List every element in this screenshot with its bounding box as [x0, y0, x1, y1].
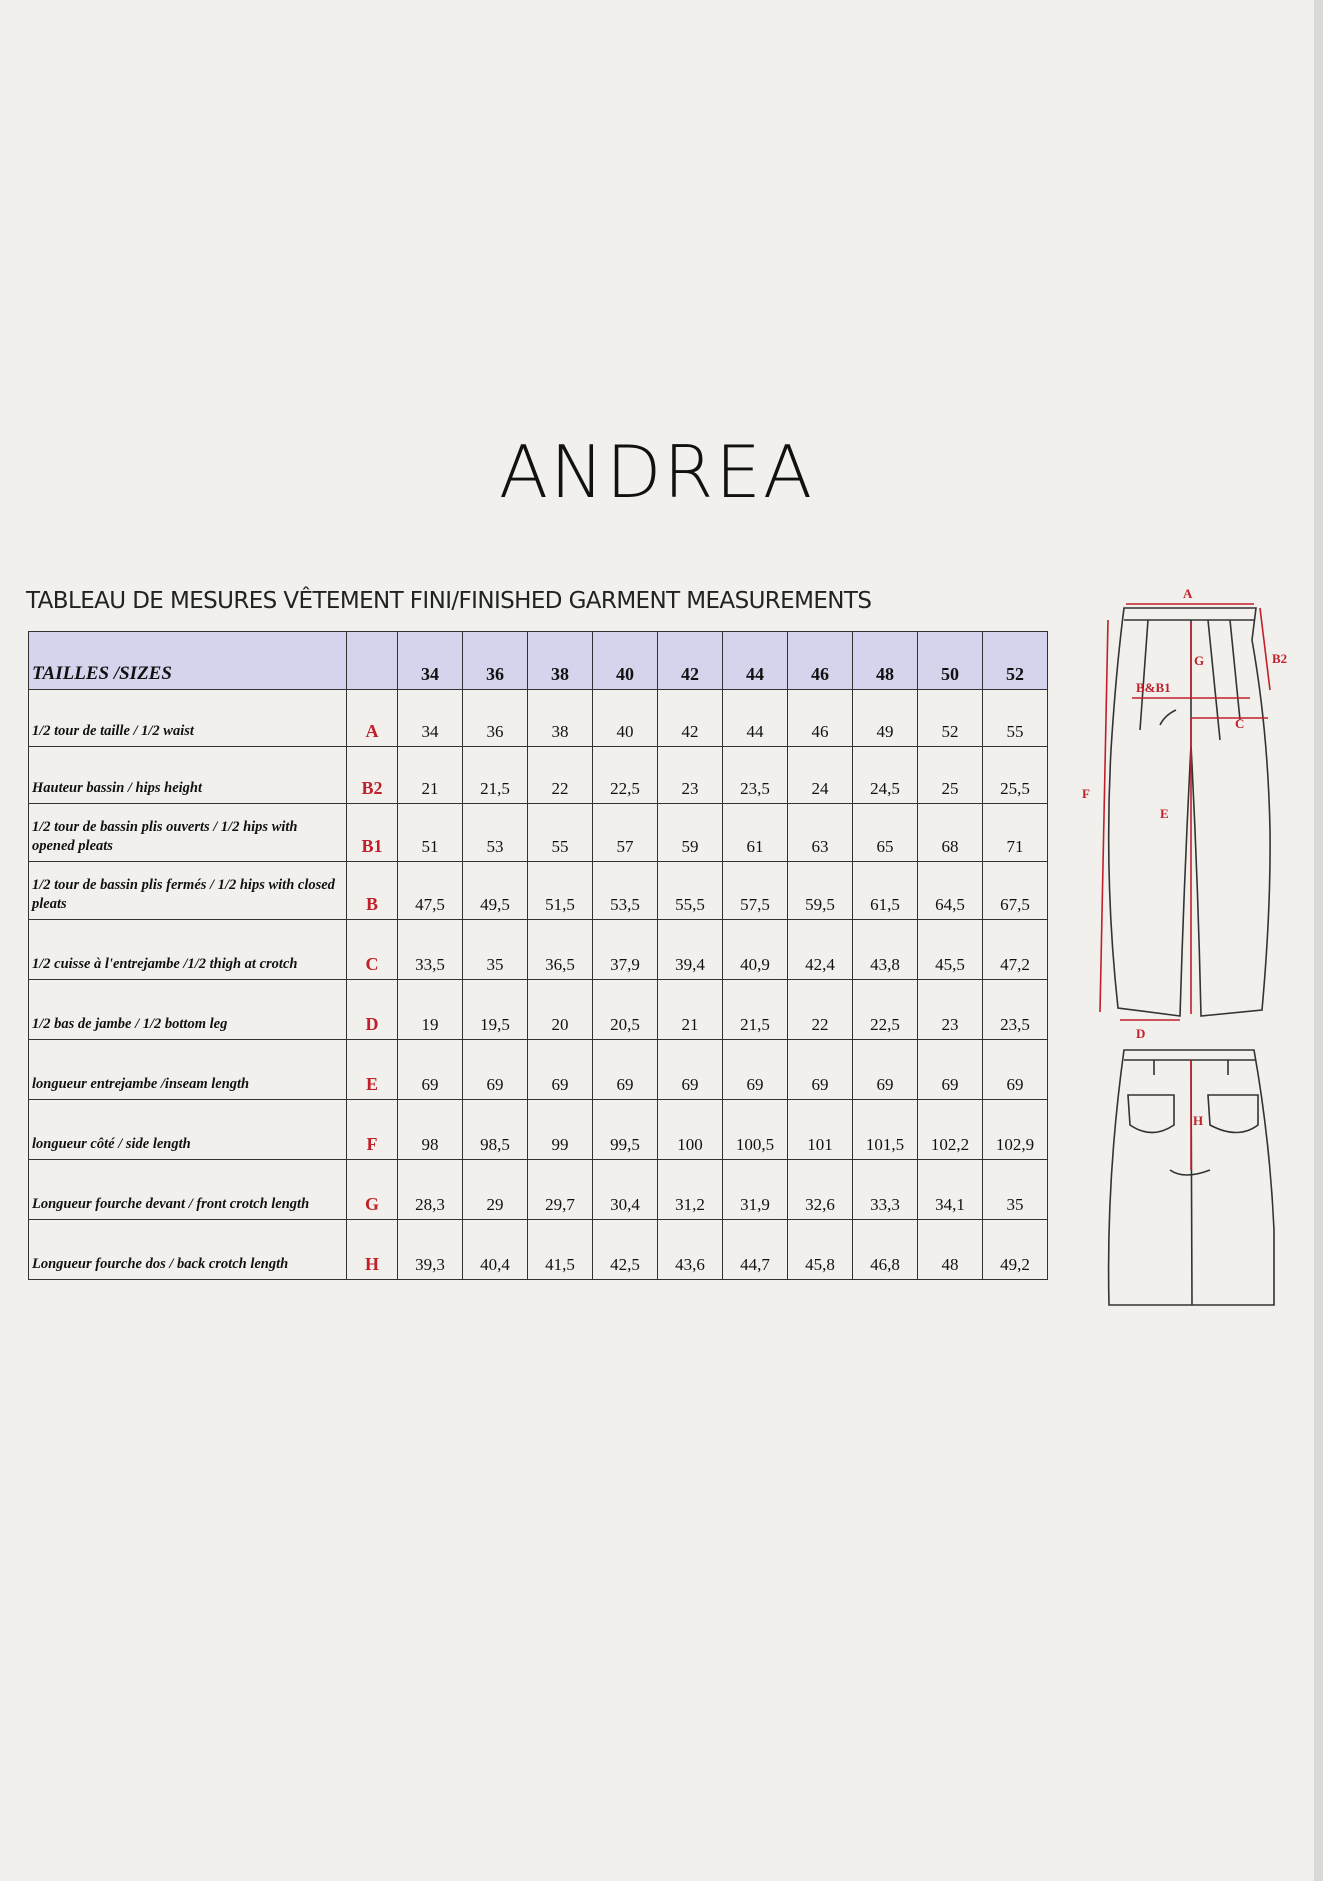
measurement-value: 67,5: [983, 862, 1048, 920]
measurements-table: [28, 631, 1048, 1280]
page-title: ANDREA: [498, 430, 815, 514]
measurement-value: 30,4: [593, 1160, 658, 1220]
front-trouser-outline: [1109, 608, 1270, 1016]
measurement-value: 22,5: [593, 747, 658, 804]
measurement-value: 21,5: [463, 747, 528, 804]
measurement-value: 55,5: [658, 862, 723, 920]
diagram-label-g: G: [1194, 653, 1205, 668]
page-edge: [1314, 0, 1323, 1881]
measurement-value: 22,5: [853, 980, 918, 1040]
measurement-value: 40,4: [463, 1220, 528, 1280]
diagram-label-a: A: [1183, 586, 1193, 601]
measurement-value: 64,5: [918, 862, 983, 920]
measurement-value: 33,3: [853, 1160, 918, 1220]
measurement-value: 34,1: [918, 1160, 983, 1220]
measurement-value: 32,6: [788, 1160, 853, 1220]
measurement-value: 48: [918, 1220, 983, 1280]
measurement-label: longueur entrejambe /inseam length: [29, 1040, 347, 1100]
measurement-value: 39,3: [398, 1220, 463, 1280]
table-row: [29, 980, 1048, 1040]
diagram-label-e: E: [1160, 806, 1169, 821]
measurement-label: 1/2 tour de bassin plis fermés / 1/2 hips with closed pleats: [29, 862, 347, 920]
measurement-code: E: [347, 1040, 398, 1100]
measurement-value: 68: [918, 804, 983, 862]
diagram-label-c: C: [1235, 716, 1245, 731]
measurement-value: 21: [658, 980, 723, 1040]
measurement-value: 69: [983, 1040, 1048, 1100]
table-subtitle: TABLEAU DE MESURES VÊTEMENT FINI/FINISHED GARMENT MEASUREMENTS: [26, 588, 872, 614]
measurement-value: 31,9: [723, 1160, 788, 1220]
size-header: 42: [658, 632, 723, 690]
measurement-value: 34: [398, 690, 463, 747]
measurement-value: 47,5: [398, 862, 463, 920]
measurement-label: 1/2 tour de bassin plis ouverts / 1/2 hips with opened pleats: [29, 804, 347, 862]
table-row: [29, 862, 1048, 920]
measurement-value: 23,5: [983, 980, 1048, 1040]
measurement-label: Longueur fourche dos / back crotch length: [29, 1220, 347, 1280]
measurement-code: A: [347, 690, 398, 747]
measurement-value: 69: [918, 1040, 983, 1100]
size-header: 46: [788, 632, 853, 690]
measurement-value: 102,9: [983, 1100, 1048, 1160]
measurement-value: 51,5: [528, 862, 593, 920]
measurement-code: B2: [347, 747, 398, 804]
diagram-label-b2: B2: [1272, 651, 1288, 666]
measurement-value: 69: [528, 1040, 593, 1100]
measurement-value: 59,5: [788, 862, 853, 920]
measurement-value: 59: [658, 804, 723, 862]
measurement-value: 23: [658, 747, 723, 804]
table-row: [29, 747, 1048, 804]
measurement-value: 45,8: [788, 1220, 853, 1280]
measurement-value: 65: [853, 804, 918, 862]
measurement-value: 100,5: [723, 1100, 788, 1160]
measurement-value: 51: [398, 804, 463, 862]
measurement-value: 31,2: [658, 1160, 723, 1220]
measurement-value: 49,5: [463, 862, 528, 920]
measurement-value: 35: [983, 1160, 1048, 1220]
diagram-label-b-b1: B&B1: [1136, 680, 1171, 695]
measurement-value: 69: [398, 1040, 463, 1100]
measurement-code: B: [347, 862, 398, 920]
measurement-value: 43,8: [853, 920, 918, 980]
measurement-value: 44,7: [723, 1220, 788, 1280]
measurement-value: 53: [463, 804, 528, 862]
measurement-value: 20: [528, 980, 593, 1040]
measurement-value: 41,5: [528, 1220, 593, 1280]
measurement-code: B1: [347, 804, 398, 862]
measurement-value: 24,5: [853, 747, 918, 804]
size-header: 40: [593, 632, 658, 690]
measurement-value: 39,4: [658, 920, 723, 980]
measurement-code: G: [347, 1160, 398, 1220]
measurement-value: 37,9: [593, 920, 658, 980]
table-row: [29, 920, 1048, 980]
measurement-label: 1/2 bas de jambe / 1/2 bottom leg: [29, 980, 347, 1040]
measurement-value: 49,2: [983, 1220, 1048, 1280]
measurement-label: longueur côté / side length: [29, 1100, 347, 1160]
measurement-value: 33,5: [398, 920, 463, 980]
measurement-value: 47,2: [983, 920, 1048, 980]
measurement-value: 25: [918, 747, 983, 804]
measurement-value: 69: [788, 1040, 853, 1100]
measurement-value: 46: [788, 690, 853, 747]
measurement-value: 102,2: [918, 1100, 983, 1160]
measurement-value: 57: [593, 804, 658, 862]
measurement-value: 36,5: [528, 920, 593, 980]
measurement-value: 42: [658, 690, 723, 747]
measurement-value: 40: [593, 690, 658, 747]
measurement-value: 40,9: [723, 920, 788, 980]
measurement-value: 57,5: [723, 862, 788, 920]
measurement-value: 24: [788, 747, 853, 804]
measurement-value: 98,5: [463, 1100, 528, 1160]
measurement-value: 69: [593, 1040, 658, 1100]
measurement-value: 35: [463, 920, 528, 980]
table-header-row: [29, 632, 1048, 690]
measurement-label: 1/2 cuisse à l'entrejambe /1/2 thigh at crotch: [29, 920, 347, 980]
measurement-value: 55: [983, 690, 1048, 747]
measurement-value: 101,5: [853, 1100, 918, 1160]
table-body: [29, 690, 1048, 1280]
measurement-value: 29: [463, 1160, 528, 1220]
table-row: [29, 690, 1048, 747]
size-header: 34: [398, 632, 463, 690]
measurement-value: 61: [723, 804, 788, 862]
table-row: [29, 1040, 1048, 1100]
measurement-value: 69: [853, 1040, 918, 1100]
table-row: [29, 804, 1048, 862]
measurement-value: 69: [463, 1040, 528, 1100]
measurement-value: 53,5: [593, 862, 658, 920]
measurement-value: 21,5: [723, 980, 788, 1040]
measurement-value: 21: [398, 747, 463, 804]
measurement-value: 36: [463, 690, 528, 747]
measurement-value: 101: [788, 1100, 853, 1160]
measurement-value: 43,6: [658, 1220, 723, 1280]
measurement-code: H: [347, 1220, 398, 1280]
measurement-value: 23,5: [723, 747, 788, 804]
code-header: [347, 632, 398, 690]
diagram-label-h: H: [1193, 1113, 1204, 1128]
measurement-value: 42,4: [788, 920, 853, 980]
sizes-header: TAILLES /SIZES: [29, 632, 347, 690]
measurement-code: D: [347, 980, 398, 1040]
measurement-value: 28,3: [398, 1160, 463, 1220]
measurement-value: 23: [918, 980, 983, 1040]
back-pocket-left: [1128, 1095, 1174, 1133]
measurement-value: 25,5: [983, 747, 1048, 804]
diagram-label-f: F: [1082, 786, 1090, 801]
size-header: 44: [723, 632, 788, 690]
size-header: 50: [918, 632, 983, 690]
diagram-label-d: D: [1136, 1026, 1146, 1041]
table-row: [29, 1160, 1048, 1220]
measurement-value: 63: [788, 804, 853, 862]
measurement-value: 55: [528, 804, 593, 862]
size-header: 36: [463, 632, 528, 690]
measurement-value: 52: [918, 690, 983, 747]
measurement-code: C: [347, 920, 398, 980]
measurement-code: F: [347, 1100, 398, 1160]
measurement-value: 20,5: [593, 980, 658, 1040]
measurement-value: 100: [658, 1100, 723, 1160]
measurement-label: 1/2 tour de taille / 1/2 waist: [29, 690, 347, 747]
size-header: 38: [528, 632, 593, 690]
measurement-label: Hauteur bassin / hips height: [29, 747, 347, 804]
size-header: 52: [983, 632, 1048, 690]
measurement-value: 22: [528, 747, 593, 804]
trouser-diagram: [1080, 580, 1300, 1310]
measurement-value: 69: [723, 1040, 788, 1100]
back-pocket-right: [1208, 1095, 1258, 1133]
measurement-value: 49: [853, 690, 918, 747]
measurement-value: 44: [723, 690, 788, 747]
measurement-value: 99: [528, 1100, 593, 1160]
measurement-value: 98: [398, 1100, 463, 1160]
measurement-value: 99,5: [593, 1100, 658, 1160]
measurement-value: 45,5: [918, 920, 983, 980]
measurement-value: 19,5: [463, 980, 528, 1040]
measurement-value: 46,8: [853, 1220, 918, 1280]
measurement-value: 22: [788, 980, 853, 1040]
measurement-label: Longueur fourche devant / front crotch length: [29, 1160, 347, 1220]
size-header: 48: [853, 632, 918, 690]
measurement-value: 42,5: [593, 1220, 658, 1280]
measurement-value: 71: [983, 804, 1048, 862]
measurement-value: 61,5: [853, 862, 918, 920]
measurement-value: 19: [398, 980, 463, 1040]
measurement-value: 69: [658, 1040, 723, 1100]
table-row: [29, 1220, 1048, 1280]
measurement-value: 29,7: [528, 1160, 593, 1220]
table-row: [29, 1100, 1048, 1160]
measurement-value: 38: [528, 690, 593, 747]
